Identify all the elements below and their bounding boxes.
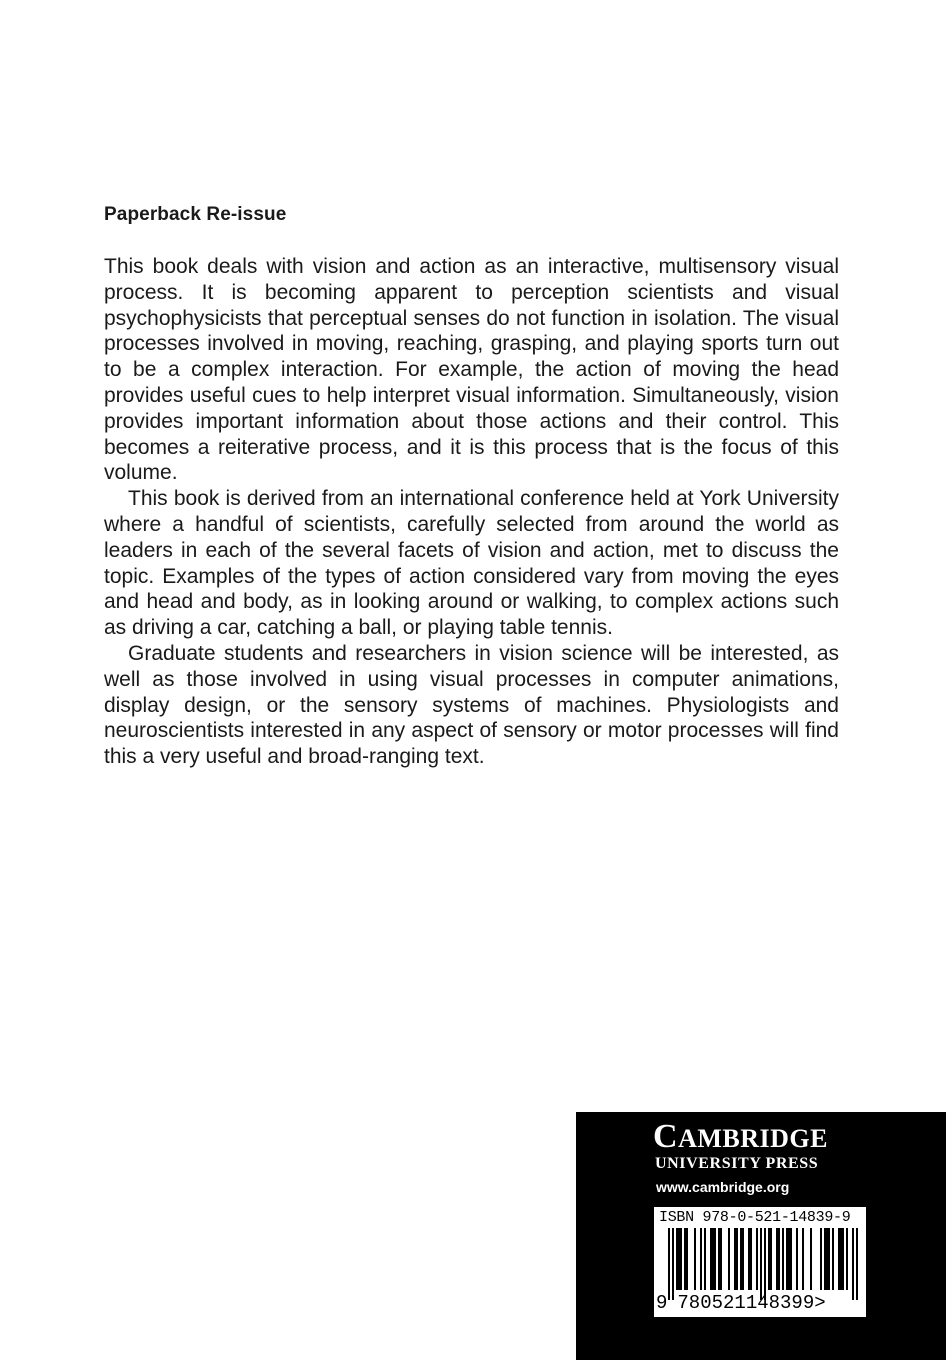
barcode-bar [740, 1228, 742, 1290]
barcode-bar [720, 1228, 722, 1290]
barcode-bar [760, 1228, 762, 1300]
barcode-bar [712, 1228, 714, 1290]
barcode-bar [714, 1228, 716, 1290]
publisher-panel [576, 1112, 946, 1360]
barcode-bar [788, 1228, 790, 1290]
ean-lead-digit: 9 [656, 1292, 668, 1314]
barcode-bar [756, 1228, 758, 1290]
ean-main-digits: 780521148399 [677, 1292, 815, 1314]
barcode-bar [678, 1228, 680, 1290]
barcode-bar [778, 1228, 780, 1290]
barcode-bar [694, 1228, 696, 1290]
blurb-paragraph-1: This book deals with vision and action as an interactive, multisensory visual process. It is becoming apparent to perception scientists and visual psychophysicists that perceptual senses do not function in isolation. The visual processes involved in moving, reaching, grasping, and playing sports turn out to be a complex interaction. For example, the action of moving the head provides useful cues to help interpret visual information. Simultaneously, vision provides important information about those actions and their control. This becomes a reiterative process, and it is this process that is the focus of this volume. [104, 255, 839, 485]
isbn-label: ISBN 978-0-521-14839-9 [659, 1209, 851, 1226]
barcode-bar [846, 1228, 848, 1290]
barcode-bar [736, 1228, 738, 1290]
ean-digits [656, 1293, 826, 1313]
barcode-bar [764, 1228, 766, 1300]
barcode-bar [782, 1228, 784, 1290]
barcode-bar [710, 1228, 712, 1290]
barcode-bar [770, 1228, 772, 1290]
barcode-bar [686, 1228, 688, 1290]
barcode-bar [748, 1228, 750, 1290]
barcode-bar [704, 1228, 706, 1290]
barcode-bar [802, 1228, 804, 1290]
blurb-paragraph-2: This book is derived from an international conference held at York University where a handful of scientists, carefully selected from around the world as leaders in each of the several facets of vision and action, met to discuss the topic. Examples of the types of action considered vary from moving the eyes and head and body, as in looking around or walking, to complex actions such as driving a car, catching a ball, or playing table tennis. [104, 487, 839, 640]
ean-end-mark: > [814, 1292, 826, 1314]
barcode-bar [672, 1228, 674, 1300]
barcode-bar [684, 1228, 686, 1290]
cover-heading: Paperback Re-issue [104, 204, 287, 225]
barcode-bar [742, 1228, 744, 1290]
barcode-bar [790, 1228, 792, 1290]
barcode-bar [676, 1228, 678, 1290]
barcode-bar [796, 1228, 798, 1290]
barcode-bar [668, 1228, 670, 1300]
barcode-bar [718, 1228, 720, 1290]
blurb-text [104, 254, 839, 770]
barcode-bar [700, 1228, 702, 1290]
barcode-bar [852, 1228, 854, 1300]
publisher-logo-initial: C [653, 1118, 679, 1155]
blurb-paragraph-3: Graduate students and researchers in vision science will be interested, as well as those involved in using visual processes in computer animations, display design, or the sensory systems of machines. Physiologists and neuroscientists interested in any aspect of sensory or motor processes will find this a very useful and broad-ranging text. [104, 641, 839, 769]
barcode-bar [820, 1228, 822, 1290]
barcode-bar [824, 1228, 826, 1290]
barcode-bar [826, 1228, 828, 1290]
publisher-website: www.cambridge.org [656, 1179, 790, 1195]
barcode-bar [840, 1228, 842, 1290]
publisher-subline: UNIVERSITY PRESS [655, 1155, 819, 1172]
barcode-bar [856, 1228, 858, 1300]
barcode-bar [768, 1228, 770, 1290]
publisher-logo [653, 1118, 828, 1155]
barcode-bar [832, 1228, 834, 1290]
publisher-logo-rest: AMBRIDGE [678, 1124, 828, 1153]
barcode-bar [828, 1228, 830, 1290]
barcode-bar [810, 1228, 812, 1290]
barcode-bar [734, 1228, 736, 1290]
barcode-bar [680, 1228, 682, 1290]
barcode-bar [786, 1228, 788, 1290]
isbn-barcode [654, 1207, 866, 1317]
barcode-bar [776, 1228, 778, 1290]
barcode-bar [842, 1228, 844, 1290]
barcode-bar [838, 1228, 840, 1290]
barcode-bar [728, 1228, 730, 1290]
barcode-bar [750, 1228, 752, 1290]
